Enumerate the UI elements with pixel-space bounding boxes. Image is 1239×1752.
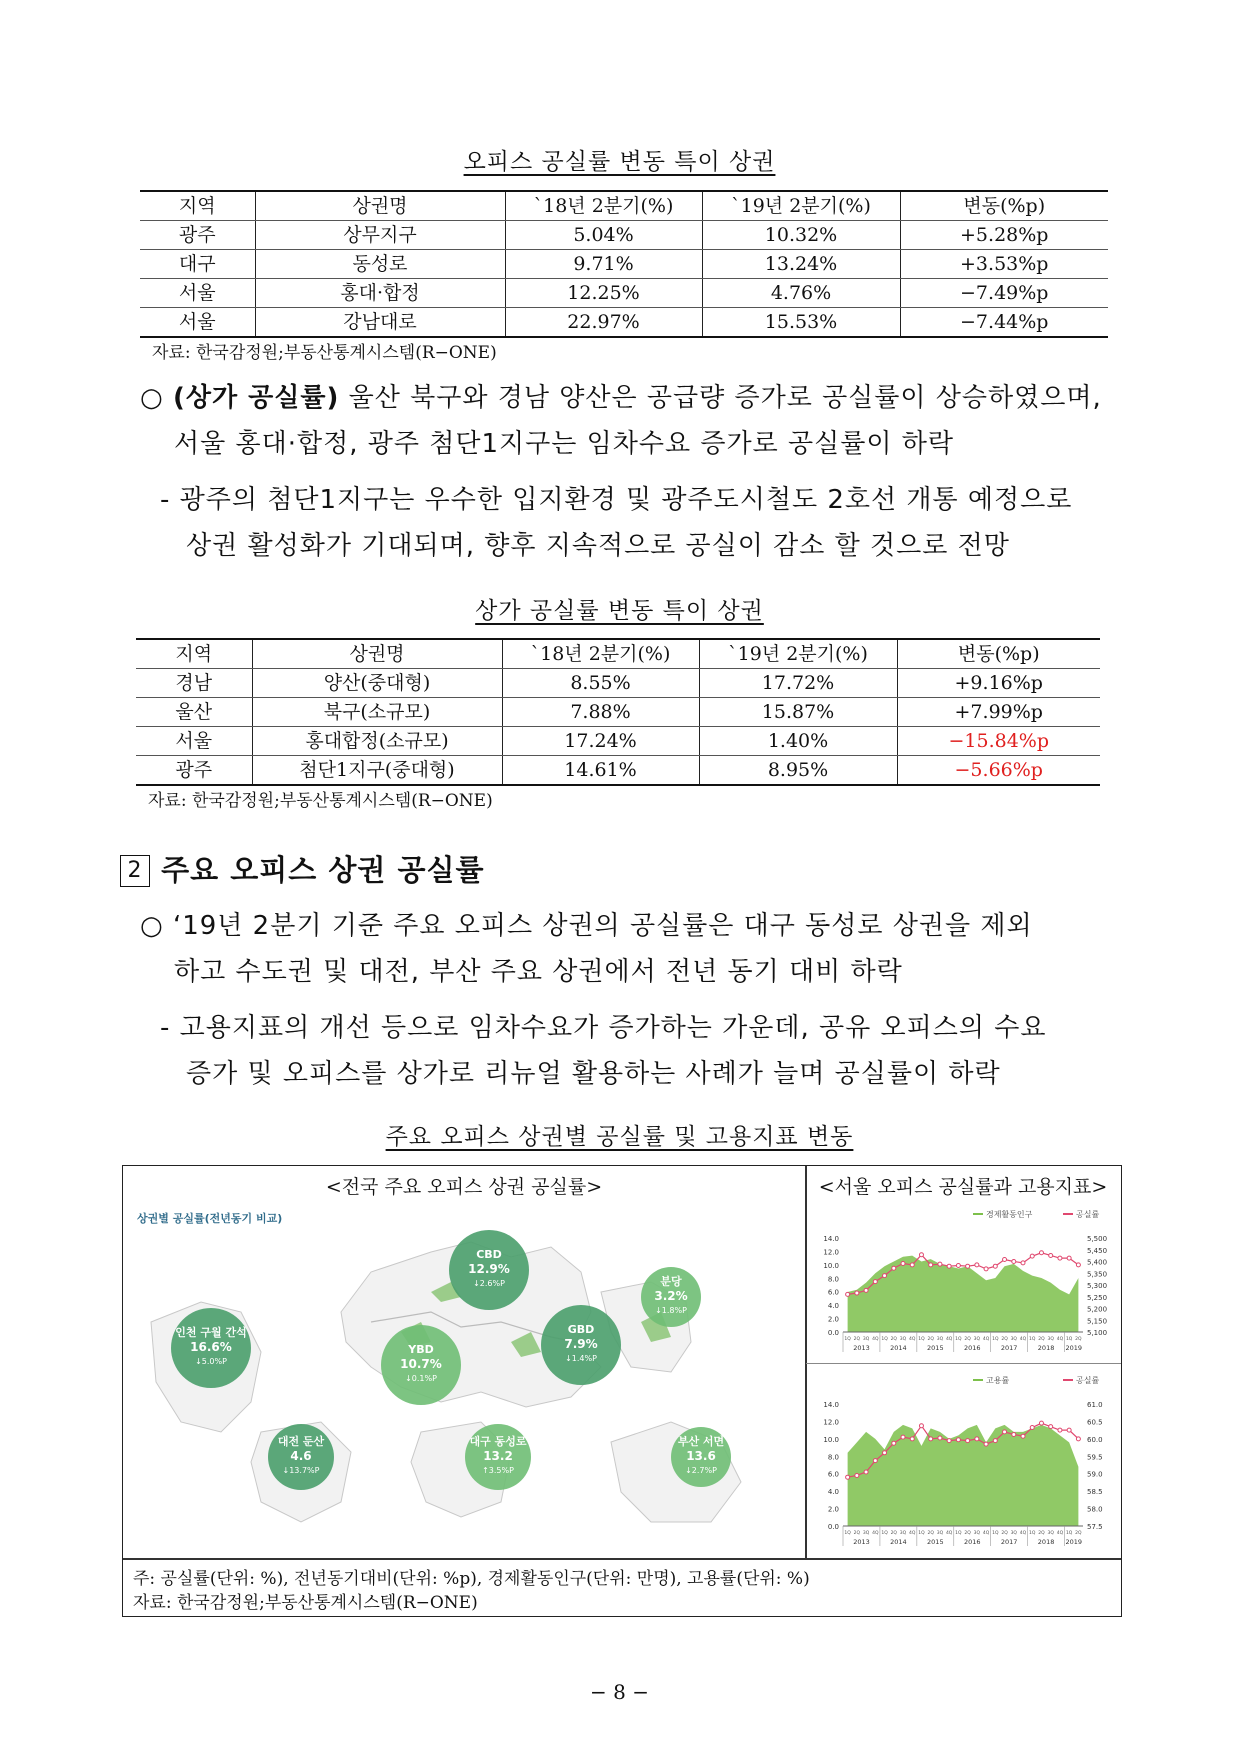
legend-label: 경제활동인구 (986, 1210, 1033, 1219)
y-tick-left: 8.0 (827, 1275, 839, 1284)
vacancy-bubble (541, 1305, 621, 1385)
series-point (864, 1288, 868, 1292)
x-tick-quarter: 3Q (1047, 1337, 1054, 1342)
x-tick-quarter: 3Q (899, 1531, 907, 1536)
vacancy-bubble (171, 1308, 251, 1388)
x-tick-quarter: 4Q (1056, 1337, 1064, 1342)
bubble-label: 인천 구월 간석 (175, 1326, 247, 1339)
table-row (140, 308, 1108, 338)
bubble-label: 대전 둔산 (277, 1435, 325, 1448)
series-point (993, 1439, 997, 1443)
x-tick-quarter: 2Q (1038, 1531, 1045, 1536)
x-tick-year: 2019 (1065, 1344, 1083, 1352)
table-cell: 서울 (140, 279, 255, 308)
office-map (131, 1202, 799, 1554)
table1-caption: 오피스 공실률 변동 특이 상권 (463, 149, 776, 175)
series-point (846, 1475, 850, 1479)
series-point (1030, 1426, 1034, 1430)
y-tick-right: 58.5 (1087, 1488, 1103, 1497)
series-point (956, 1264, 960, 1268)
y-tick-left: 12.0 (823, 1418, 839, 1427)
x-tick-quarter: 3Q (936, 1337, 944, 1342)
series-point (1003, 1257, 1007, 1261)
y-tick-left: 2.0 (827, 1315, 839, 1324)
series-point (873, 1280, 877, 1284)
table-row (140, 279, 1108, 308)
series-point (1049, 1425, 1053, 1429)
legend-label: 고용률 (986, 1376, 1010, 1385)
para1-line1: 울산 북구와 경남 양산은 공급량 증가로 공실률이 상승하였으며, (339, 383, 1102, 413)
series-point (929, 1437, 933, 1441)
series-point (1021, 1261, 1025, 1265)
y-tick-left: 10.0 (823, 1435, 839, 1444)
x-tick-quarter: 3Q (1010, 1531, 1017, 1536)
x-tick-quarter: 2Q (890, 1531, 897, 1536)
bubble-label: CBD (476, 1248, 502, 1261)
bubble-change: ↓1.4%P (565, 1354, 597, 1363)
para3-line2: 하고 수도권 및 대전, 부산 주요 상권에서 전년 동기 대비 하락 (174, 957, 903, 987)
y-tick-right: 5,250 (1087, 1293, 1108, 1302)
map-heading: 상권별 공실률(전년동기 비교) (137, 1212, 283, 1225)
x-tick-quarter: 3Q (1010, 1337, 1017, 1342)
x-tick-quarter: 1Q (1029, 1531, 1036, 1536)
table-cell: 8.55% (502, 669, 699, 698)
y-tick-right: 5,450 (1087, 1246, 1108, 1255)
bubble-change: ↑3.5%P (482, 1466, 514, 1475)
bubble-value: 16.6% (190, 1340, 232, 1354)
x-tick-quarter: 4Q (909, 1531, 916, 1536)
table-row (140, 221, 1108, 250)
series-point (1049, 1253, 1053, 1257)
chart-divider (806, 1363, 1121, 1364)
x-tick-quarter: 3Q (936, 1531, 944, 1536)
x-tick-year: 2015 (927, 1344, 944, 1352)
table-cell: +3.53%p (900, 250, 1108, 279)
x-tick-quarter: 1Q (955, 1337, 962, 1342)
paragraph-gwangju (160, 477, 1072, 569)
x-tick-quarter: 2Q (1001, 1337, 1008, 1342)
figure-divider-horizontal (123, 1558, 1121, 1560)
page-number: − 8 − (590, 1680, 649, 1704)
y-tick-left: 4.0 (827, 1302, 839, 1311)
x-tick-quarter: 4Q (1019, 1337, 1027, 1342)
bubble-label: 부산 서면 (677, 1435, 725, 1448)
y-tick-left: 14.0 (823, 1235, 839, 1243)
x-tick-quarter: 1Q (918, 1531, 925, 1536)
x-tick-quarter: 2Q (1075, 1337, 1082, 1342)
office-vacancy-table (140, 190, 1108, 338)
bubble-value: 4.6 (290, 1449, 312, 1463)
table-header-row (136, 639, 1100, 669)
bubble-change: ↓2.6%P (473, 1279, 505, 1288)
table-row (140, 250, 1108, 279)
x-tick-year: 2018 (1037, 1538, 1055, 1546)
series-point (855, 1291, 859, 1295)
y-tick-left: 0.0 (827, 1329, 839, 1337)
table-row (136, 669, 1100, 698)
table-cell: 1.40% (699, 727, 897, 756)
series-point (883, 1274, 887, 1278)
table-cell: −7.49%p (900, 279, 1108, 308)
series-point (1021, 1434, 1025, 1438)
x-tick-quarter: 2Q (927, 1531, 934, 1536)
bubble-change: ↓0.1%P (405, 1374, 437, 1383)
table-cell: 상무지구 (255, 221, 505, 250)
paragraph-employment (160, 1005, 1047, 1097)
table-cell: −15.84%p (897, 727, 1100, 756)
x-tick-quarter: 3Q (973, 1337, 981, 1342)
table-cell: 강남대로 (255, 308, 505, 338)
table-cell: +9.16%p (897, 669, 1100, 698)
table-cell: 9.71% (505, 250, 702, 279)
series-point (975, 1263, 979, 1267)
table-cell: 17.72% (699, 669, 897, 698)
x-tick-year: 2018 (1037, 1344, 1055, 1352)
x-tick-quarter: 2Q (890, 1337, 897, 1342)
series-point (919, 1253, 923, 1257)
table-cell: 8.95% (699, 756, 897, 786)
series-point (901, 1262, 905, 1266)
column-header: `18년 2분기(%) (502, 639, 699, 669)
legend-label: 공실률 (1076, 1376, 1100, 1385)
table-cell: 22.97% (505, 308, 702, 338)
table-cell: 15.87% (699, 698, 897, 727)
y-tick-left: 12.0 (823, 1248, 839, 1257)
table1-source: 자료: 한국감정원;부동산통계시스템(R−ONE) (152, 343, 497, 363)
x-tick-year: 2019 (1065, 1538, 1083, 1546)
table-cell: 10.32% (702, 221, 900, 250)
table2-caption: 상가 공실률 변동 특이 상권 (475, 598, 764, 624)
figure-box (122, 1165, 1122, 1617)
chart-employment-rate (807, 1366, 1121, 1556)
series-point (846, 1292, 850, 1296)
vacancy-bubble (671, 1427, 731, 1487)
table-cell: 동성로 (255, 250, 505, 279)
series-point (1067, 1428, 1071, 1432)
series-point (975, 1437, 979, 1441)
table-cell: 첨단1지구(중대형) (252, 756, 502, 786)
series-point (1039, 1251, 1043, 1255)
column-header: 지역 (136, 639, 252, 669)
vacancy-bubble (449, 1230, 529, 1310)
y-tick-left: 6.0 (827, 1470, 839, 1479)
left-panel-title: <전국 주요 오피스 상권 공실률> (325, 1176, 603, 1198)
column-header: `19년 2분기(%) (702, 191, 900, 221)
x-tick-quarter: 4Q (982, 1531, 990, 1536)
bubble-value: 7.9% (564, 1337, 598, 1351)
table-cell: 12.25% (505, 279, 702, 308)
para1-line2: 서울 홍대·합정, 광주 첨단1지구는 임차수요 증가로 공실률이 하락 (174, 429, 954, 459)
table-row (136, 727, 1100, 756)
x-tick-quarter: 1Q (881, 1531, 888, 1536)
y-tick-right: 5,500 (1087, 1235, 1108, 1243)
series-point (892, 1266, 896, 1270)
y-tick-right: 5,300 (1087, 1282, 1108, 1290)
series-point (947, 1264, 951, 1268)
x-tick-year: 2013 (853, 1538, 870, 1546)
vacancy-bubble (268, 1424, 334, 1490)
table-cell: 홍대·합정 (255, 279, 505, 308)
bullet-marker: ○ (140, 911, 164, 941)
retail-vacancy-table (136, 638, 1100, 786)
bubble-value: 12.9% (468, 1262, 510, 1276)
bubble-change: ↓5.0%P (195, 1357, 227, 1366)
x-tick-quarter: 4Q (945, 1337, 953, 1342)
x-tick-quarter: 1Q (881, 1337, 888, 1342)
x-tick-quarter: 2Q (1001, 1531, 1008, 1536)
x-tick-year: 2014 (890, 1538, 907, 1546)
x-tick-year: 2017 (1000, 1538, 1018, 1546)
chart-economic-population (807, 1200, 1121, 1362)
series-point (966, 1264, 970, 1268)
bubble-label: YBD (408, 1343, 434, 1356)
bubble-value: 3.2% (654, 1289, 688, 1303)
column-header: `18년 2분기(%) (505, 191, 702, 221)
x-tick-quarter: 2Q (964, 1337, 971, 1342)
bubble-change: ↓2.7%P (685, 1466, 717, 1475)
x-tick-year: 2013 (853, 1344, 870, 1352)
y-tick-right: 5,200 (1087, 1305, 1108, 1314)
column-header: 변동(%p) (897, 639, 1100, 669)
x-tick-quarter: 4Q (909, 1337, 916, 1342)
column-header: 상권명 (252, 639, 502, 669)
series-point (966, 1439, 970, 1443)
vacancy-bubble (381, 1325, 461, 1405)
section-heading (120, 848, 485, 889)
bubble-change: ↓1.8%P (655, 1306, 687, 1315)
x-tick-quarter: 1Q (844, 1531, 851, 1536)
table-cell: 4.76% (702, 279, 900, 308)
series-point (1076, 1263, 1080, 1267)
figure-note: 주: 공실률(단위: %), 전년동기대비(단위: %p), 경제활동인구(단위: 만명), 고용률(단위: %) (133, 1569, 810, 1589)
bubble-change: ↓13.7%P (282, 1466, 320, 1475)
series-point (864, 1470, 868, 1474)
x-tick-quarter: 1Q (1029, 1337, 1036, 1342)
series-point (1030, 1254, 1034, 1258)
x-tick-quarter: 3Q (899, 1337, 907, 1342)
para3-line1: ‘19년 2분기 기준 주요 오피스 상권의 공실률은 대구 동성로 상권을 제외 (172, 911, 1033, 941)
section-title: 주요 오피스 상권 공실률 (161, 853, 485, 887)
x-tick-quarter: 4Q (982, 1337, 990, 1342)
y-tick-right: 5,400 (1087, 1258, 1108, 1267)
table-cell: 양산(중대형) (252, 669, 502, 698)
table-cell: −5.66%p (897, 756, 1100, 786)
y-tick-right: 61.0 (1087, 1401, 1103, 1409)
legend-label: 공실률 (1076, 1210, 1100, 1219)
y-tick-right: 57.5 (1087, 1523, 1103, 1531)
table-cell: 5.04% (505, 221, 702, 250)
x-tick-year: 2014 (890, 1344, 907, 1352)
figure-source: 자료: 한국감정원;부동산통계시스템(R−ONE) (133, 1593, 478, 1613)
y-tick-right: 60.5 (1087, 1418, 1103, 1427)
table-cell: 7.88% (502, 698, 699, 727)
x-tick-quarter: 1Q (918, 1337, 925, 1342)
paragraph-retail-vacancy (140, 375, 1102, 467)
x-tick-year: 2017 (1000, 1344, 1018, 1352)
table-cell: 15.53% (702, 308, 900, 338)
paragraph-office-vacancy (140, 903, 1033, 995)
table-cell: 경남 (136, 669, 252, 698)
x-tick-quarter: 4Q (872, 1531, 879, 1536)
x-tick-quarter: 4Q (1056, 1531, 1064, 1536)
x-tick-quarter: 4Q (1019, 1531, 1027, 1536)
x-tick-quarter: 1Q (1065, 1531, 1073, 1536)
bubble-label: 대구 동성로 (469, 1435, 527, 1448)
y-tick-right: 5,350 (1087, 1270, 1108, 1279)
para2-line2: 상권 활성화가 기대되며, 향후 지속적으로 공실이 감소 할 것으로 전망 (186, 531, 1010, 561)
table-row (136, 698, 1100, 727)
series-point (919, 1424, 923, 1428)
series-point (1039, 1421, 1043, 1425)
table-cell: 서울 (136, 727, 252, 756)
series-point (1003, 1430, 1007, 1434)
series-point (901, 1435, 905, 1439)
series-point (1058, 1256, 1062, 1260)
x-tick-quarter: 3Q (862, 1337, 870, 1342)
y-tick-left: 10.0 (823, 1261, 839, 1270)
x-tick-quarter: 3Q (973, 1531, 981, 1536)
table-cell: 광주 (136, 756, 252, 786)
series-point (892, 1441, 896, 1445)
bold-lead: (상가 공실률) (172, 383, 340, 413)
y-tick-right: 5,150 (1087, 1317, 1108, 1326)
series-point (1058, 1428, 1062, 1432)
table-cell: 서울 (140, 308, 255, 338)
column-header: 상권명 (255, 191, 505, 221)
table-cell: 17.24% (502, 727, 699, 756)
y-tick-left: 2.0 (827, 1505, 839, 1514)
table-cell: +7.99%p (897, 698, 1100, 727)
series-point (1076, 1437, 1080, 1441)
x-tick-quarter: 4Q (872, 1337, 879, 1342)
para4-line1: 고용지표의 개선 등으로 임차수요가 증가하는 가운데, 공유 오피스의 수요 (179, 1013, 1047, 1043)
series-point (883, 1451, 887, 1455)
dash-marker: - (160, 1013, 171, 1043)
x-tick-quarter: 2Q (927, 1337, 934, 1342)
series-point (984, 1267, 988, 1271)
table-cell: +5.28%p (900, 221, 1108, 250)
series-point (1067, 1256, 1071, 1260)
series-point (1012, 1260, 1016, 1264)
x-tick-quarter: 2Q (1075, 1531, 1082, 1536)
x-tick-year: 2015 (927, 1538, 944, 1546)
column-header: 변동(%p) (900, 191, 1108, 221)
y-tick-right: 58.0 (1087, 1505, 1103, 1514)
bullet-marker: ○ (140, 383, 164, 413)
series-point (947, 1439, 951, 1443)
x-tick-quarter: 3Q (1047, 1531, 1054, 1536)
y-tick-right: 59.0 (1087, 1470, 1103, 1479)
bubble-value: 13.6 (686, 1449, 716, 1463)
x-tick-year: 2016 (963, 1344, 981, 1352)
para2-line1: 광주의 첨단1지구는 우수한 입지환경 및 광주도시철도 2호선 개통 예정으로 (179, 485, 1073, 515)
bubble-label: 분당 (660, 1275, 682, 1288)
series-point (910, 1263, 914, 1267)
table-cell: 울산 (136, 698, 252, 727)
x-tick-quarter: 2Q (1038, 1337, 1045, 1342)
y-tick-right: 59.5 (1087, 1453, 1103, 1462)
section-number-box: 2 (120, 855, 150, 887)
right-panel-title: <서울 오피스 공실률과 고용지표> (818, 1176, 1108, 1198)
x-tick-quarter: 4Q (945, 1531, 953, 1536)
series-point (938, 1262, 942, 1266)
x-tick-quarter: 2Q (853, 1337, 861, 1342)
dash-marker: - (160, 485, 171, 515)
x-tick-quarter: 1Q (992, 1531, 999, 1536)
bubble-label: GBD (567, 1323, 595, 1336)
y-tick-left: 4.0 (827, 1488, 839, 1497)
x-tick-quarter: 1Q (1065, 1337, 1073, 1342)
x-tick-year: 2016 (963, 1538, 981, 1546)
x-tick-quarter: 1Q (844, 1337, 851, 1342)
column-header: `19년 2분기(%) (699, 639, 897, 669)
series-point (855, 1473, 859, 1477)
table-cell: 광주 (140, 221, 255, 250)
table-header-row (140, 191, 1108, 221)
series-point (956, 1438, 960, 1442)
bubble-value: 10.7% (400, 1357, 442, 1371)
table-cell: 13.24% (702, 250, 900, 279)
series-point (929, 1263, 933, 1267)
table-row (136, 756, 1100, 786)
y-tick-right: 5,100 (1087, 1329, 1108, 1337)
y-tick-left: 8.0 (827, 1453, 839, 1462)
x-tick-quarter: 2Q (964, 1531, 971, 1536)
para4-line2: 증가 및 오피스를 상가로 리뉴얼 활용하는 사례가 늘며 공실률이 하락 (186, 1059, 1001, 1089)
y-tick-right: 60.0 (1087, 1435, 1103, 1444)
x-tick-quarter: 1Q (955, 1531, 962, 1536)
series-point (910, 1437, 914, 1441)
series-point (1012, 1433, 1016, 1437)
table-cell: −7.44%p (900, 308, 1108, 338)
vacancy-bubble (641, 1267, 701, 1327)
y-tick-left: 6.0 (827, 1288, 839, 1297)
series-point (938, 1436, 942, 1440)
y-tick-left: 14.0 (823, 1401, 839, 1409)
x-tick-quarter: 3Q (862, 1531, 870, 1536)
series-area-경제활동인구 (848, 1256, 1079, 1332)
series-point (984, 1442, 988, 1446)
vacancy-bubble (465, 1424, 531, 1490)
table2-source: 자료: 한국감정원;부동산통계시스템(R−ONE) (148, 791, 493, 811)
bubble-value: 13.2 (483, 1449, 513, 1463)
column-header: 지역 (140, 191, 255, 221)
table-cell: 홍대합정(소규모) (252, 727, 502, 756)
table-cell: 14.61% (502, 756, 699, 786)
table-cell: 대구 (140, 250, 255, 279)
figure-caption: 주요 오피스 상권별 공실률 및 고용지표 변동 (385, 1124, 854, 1150)
x-tick-quarter: 2Q (853, 1531, 861, 1536)
series-point (993, 1264, 997, 1268)
series-point (873, 1459, 877, 1463)
x-tick-quarter: 1Q (992, 1337, 999, 1342)
table-cell: 북구(소규모) (252, 698, 502, 727)
y-tick-left: 0.0 (827, 1523, 839, 1531)
